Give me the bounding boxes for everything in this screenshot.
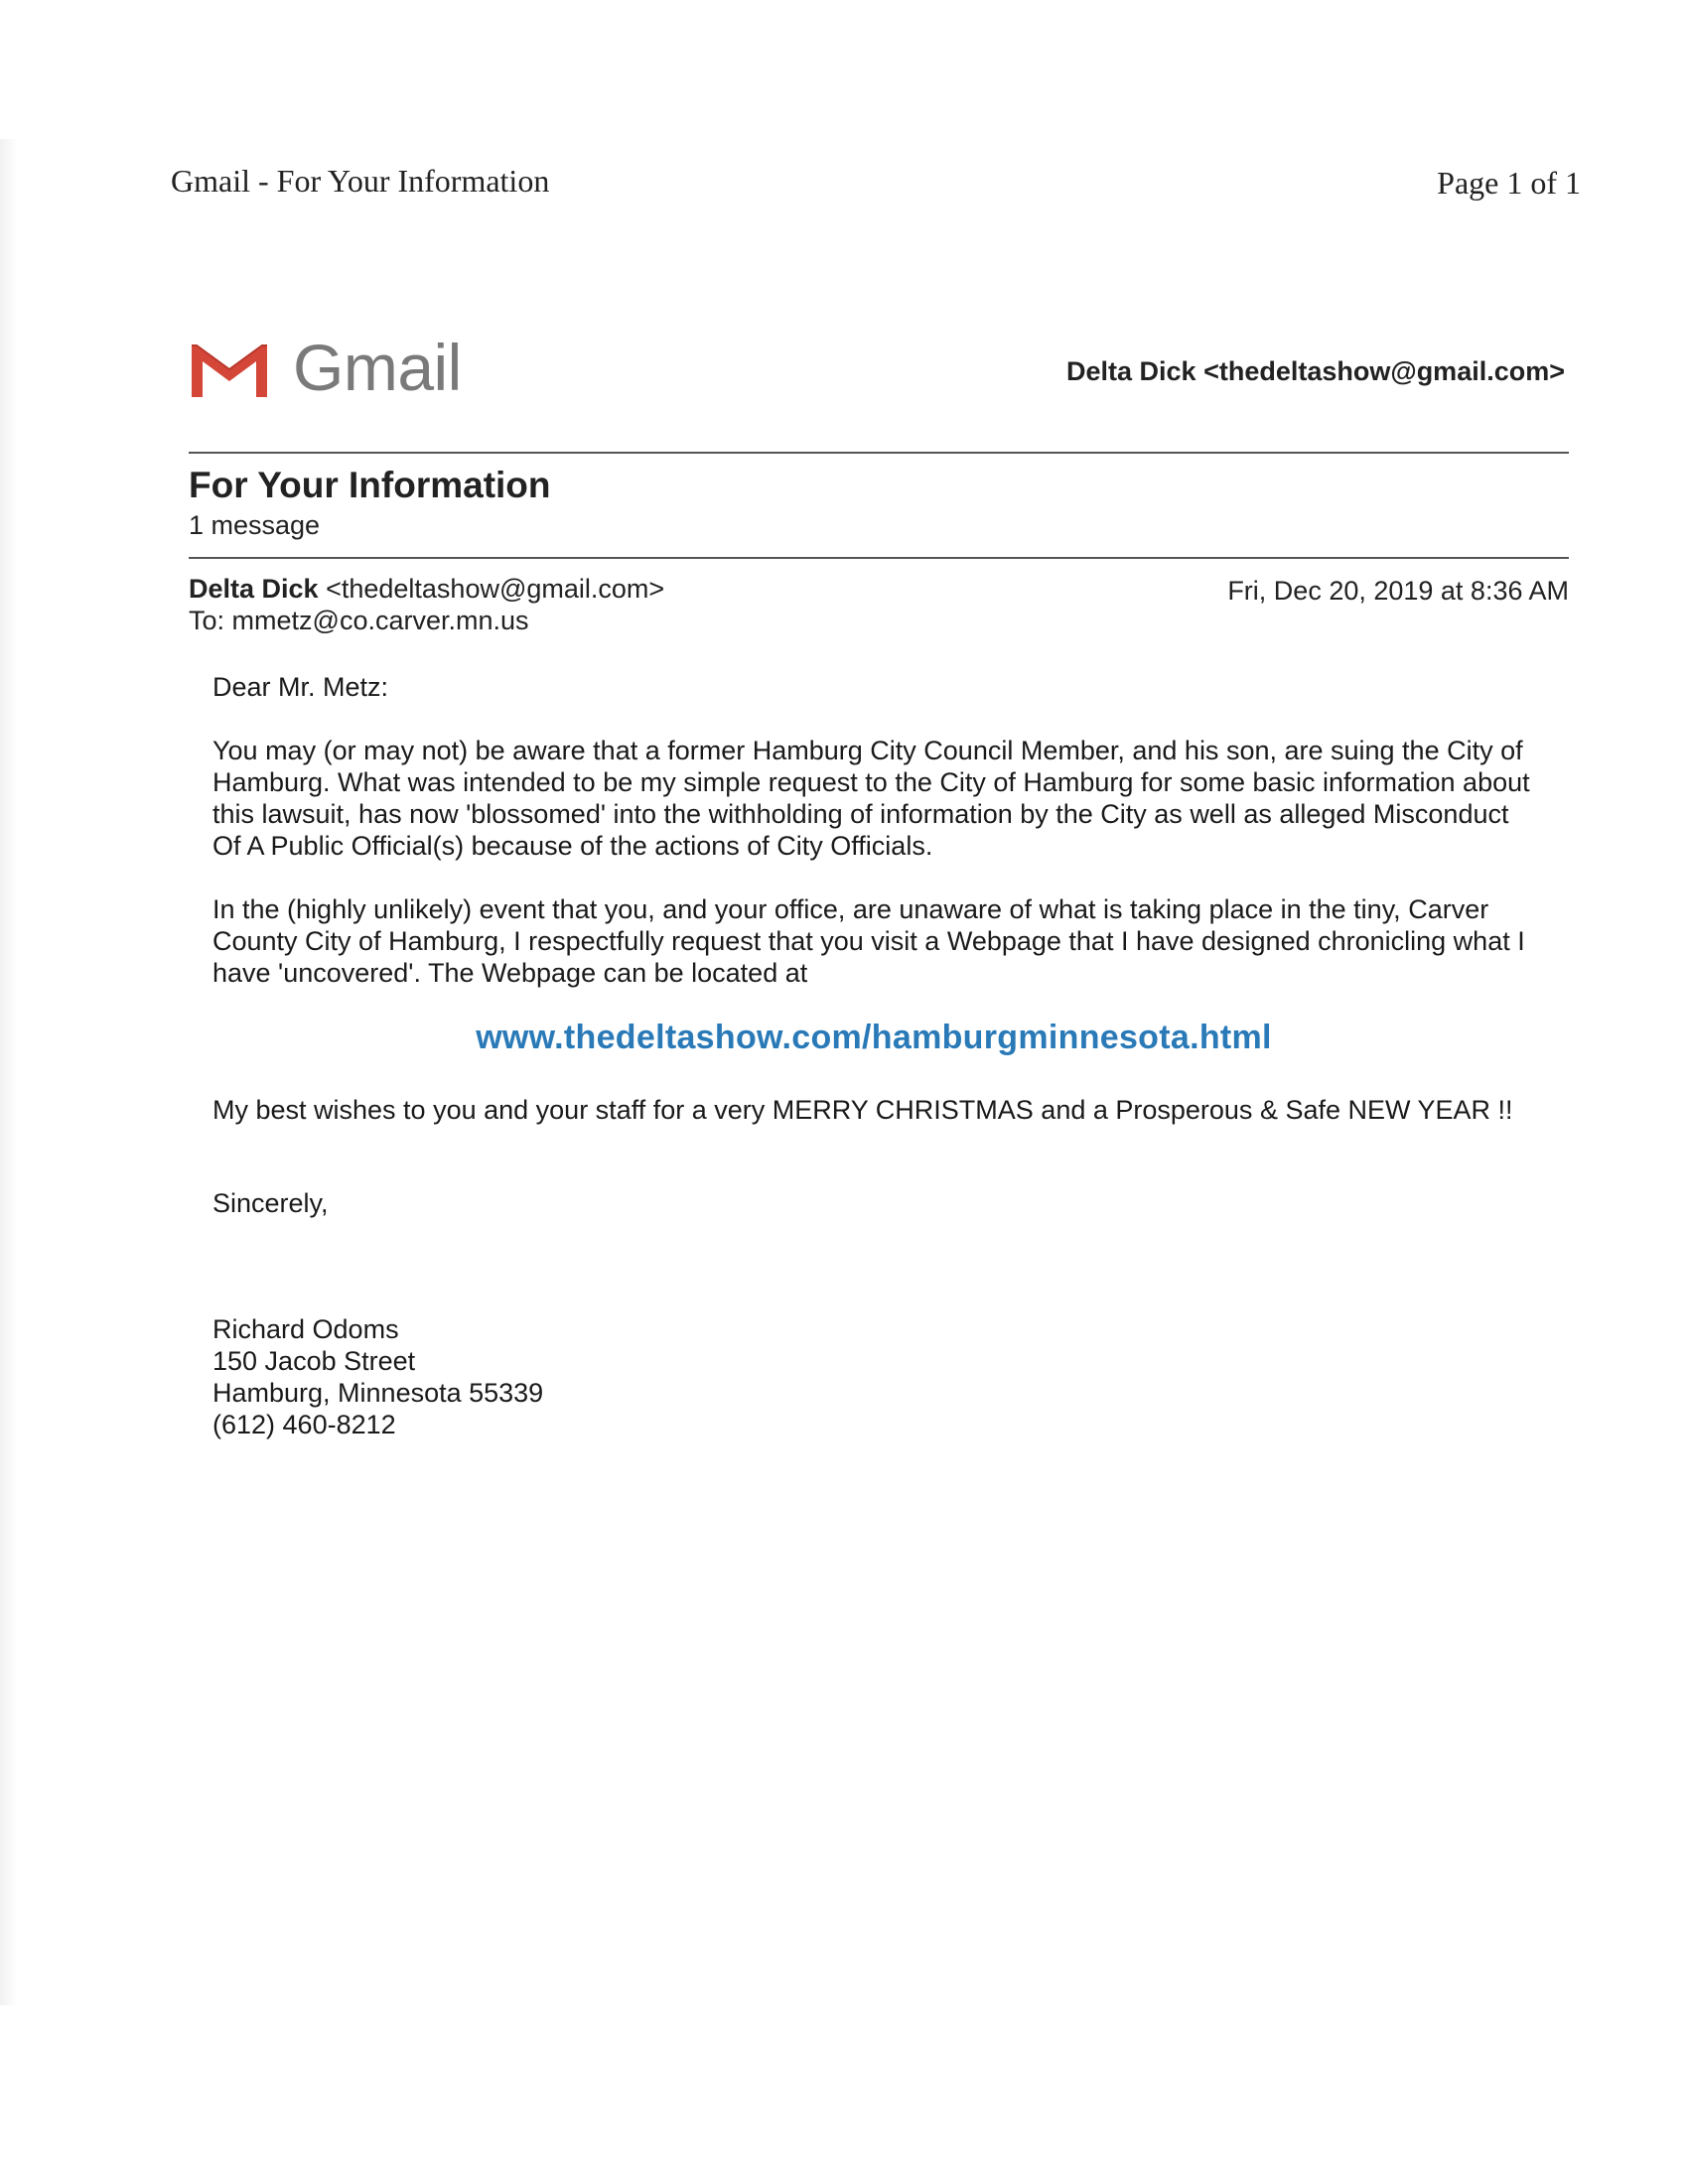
paragraph-1-text: You may (or may not) be aware that a former Hamburg City Council Member, and his son, are suing the City of Hamburg. What was intended to be my simple request to the City of Hamburg for some basic information about this lawsuit, has now 'blossomed' into the withholding of information by the City as well as alleged Misconduct Of A Public Official(s) because of the actions of City Officials.: [212, 736, 1530, 861]
signature-block: [212, 1313, 1533, 1440]
gmail-wordmark: Gmail: [293, 331, 462, 404]
sender: [189, 574, 664, 605]
recipient-email: mmetz@co.carver.mn.us: [231, 606, 529, 635]
message-date: Fri, Dec 20, 2019 at 8:36 AM: [1227, 576, 1569, 606]
greeting: [212, 671, 1533, 703]
paragraph-2-text: In the (highly unlikely) event that you, and your office, are unaware of what is taking place in the tiny, Carver County City of Hamburg, I respectfully request that you visit a Webpage that I have designed chronicling what I have 'uncovered'. The Webpage can be located at: [212, 894, 1525, 988]
body-paragraph-3: [212, 1094, 1533, 1126]
sender-name: Delta Dick: [189, 574, 319, 604]
print-title: Gmail - For Your Information: [171, 163, 550, 199]
body-paragraph-1: [212, 735, 1533, 862]
header-divider: [189, 452, 1569, 454]
signature-phone: (612) 460-8212: [212, 1410, 396, 1439]
greeting-text: Dear Mr. Metz:: [212, 672, 389, 702]
signature-name: Richard Odoms: [212, 1314, 399, 1344]
recipient: [189, 606, 529, 636]
thread-subject: For Your Information: [189, 465, 551, 505]
account-email: Delta Dick <thedeltashow@gmail.com>: [1066, 356, 1565, 386]
scan-edge: [0, 139, 18, 2005]
sender-email: <thedeltashow@gmail.com>: [326, 574, 665, 604]
gmail-logo: [187, 331, 485, 404]
page-number: Page 1 of 1: [1437, 165, 1581, 201]
message-count: 1 message: [189, 510, 321, 540]
paragraph-3-text: My best wishes to you and your staff for a very MERRY CHRISTMAS and a Prosperous & Safe NEW YEAR !!: [212, 1095, 1513, 1125]
subject-divider: [189, 557, 1569, 559]
gmail-m-icon: [187, 340, 272, 401]
signature-city: Hamburg, Minnesota 55339: [212, 1378, 544, 1408]
signature-street: 150 Jacob Street: [212, 1346, 416, 1376]
to-label: To:: [189, 606, 225, 635]
closing-text: Sincerely,: [212, 1188, 329, 1218]
webpage-link[interactable]: www.thedeltashow.com/hamburgminnesota.html: [476, 1019, 1272, 1056]
closing: [212, 1187, 1533, 1219]
body-paragraph-2: [212, 893, 1533, 989]
